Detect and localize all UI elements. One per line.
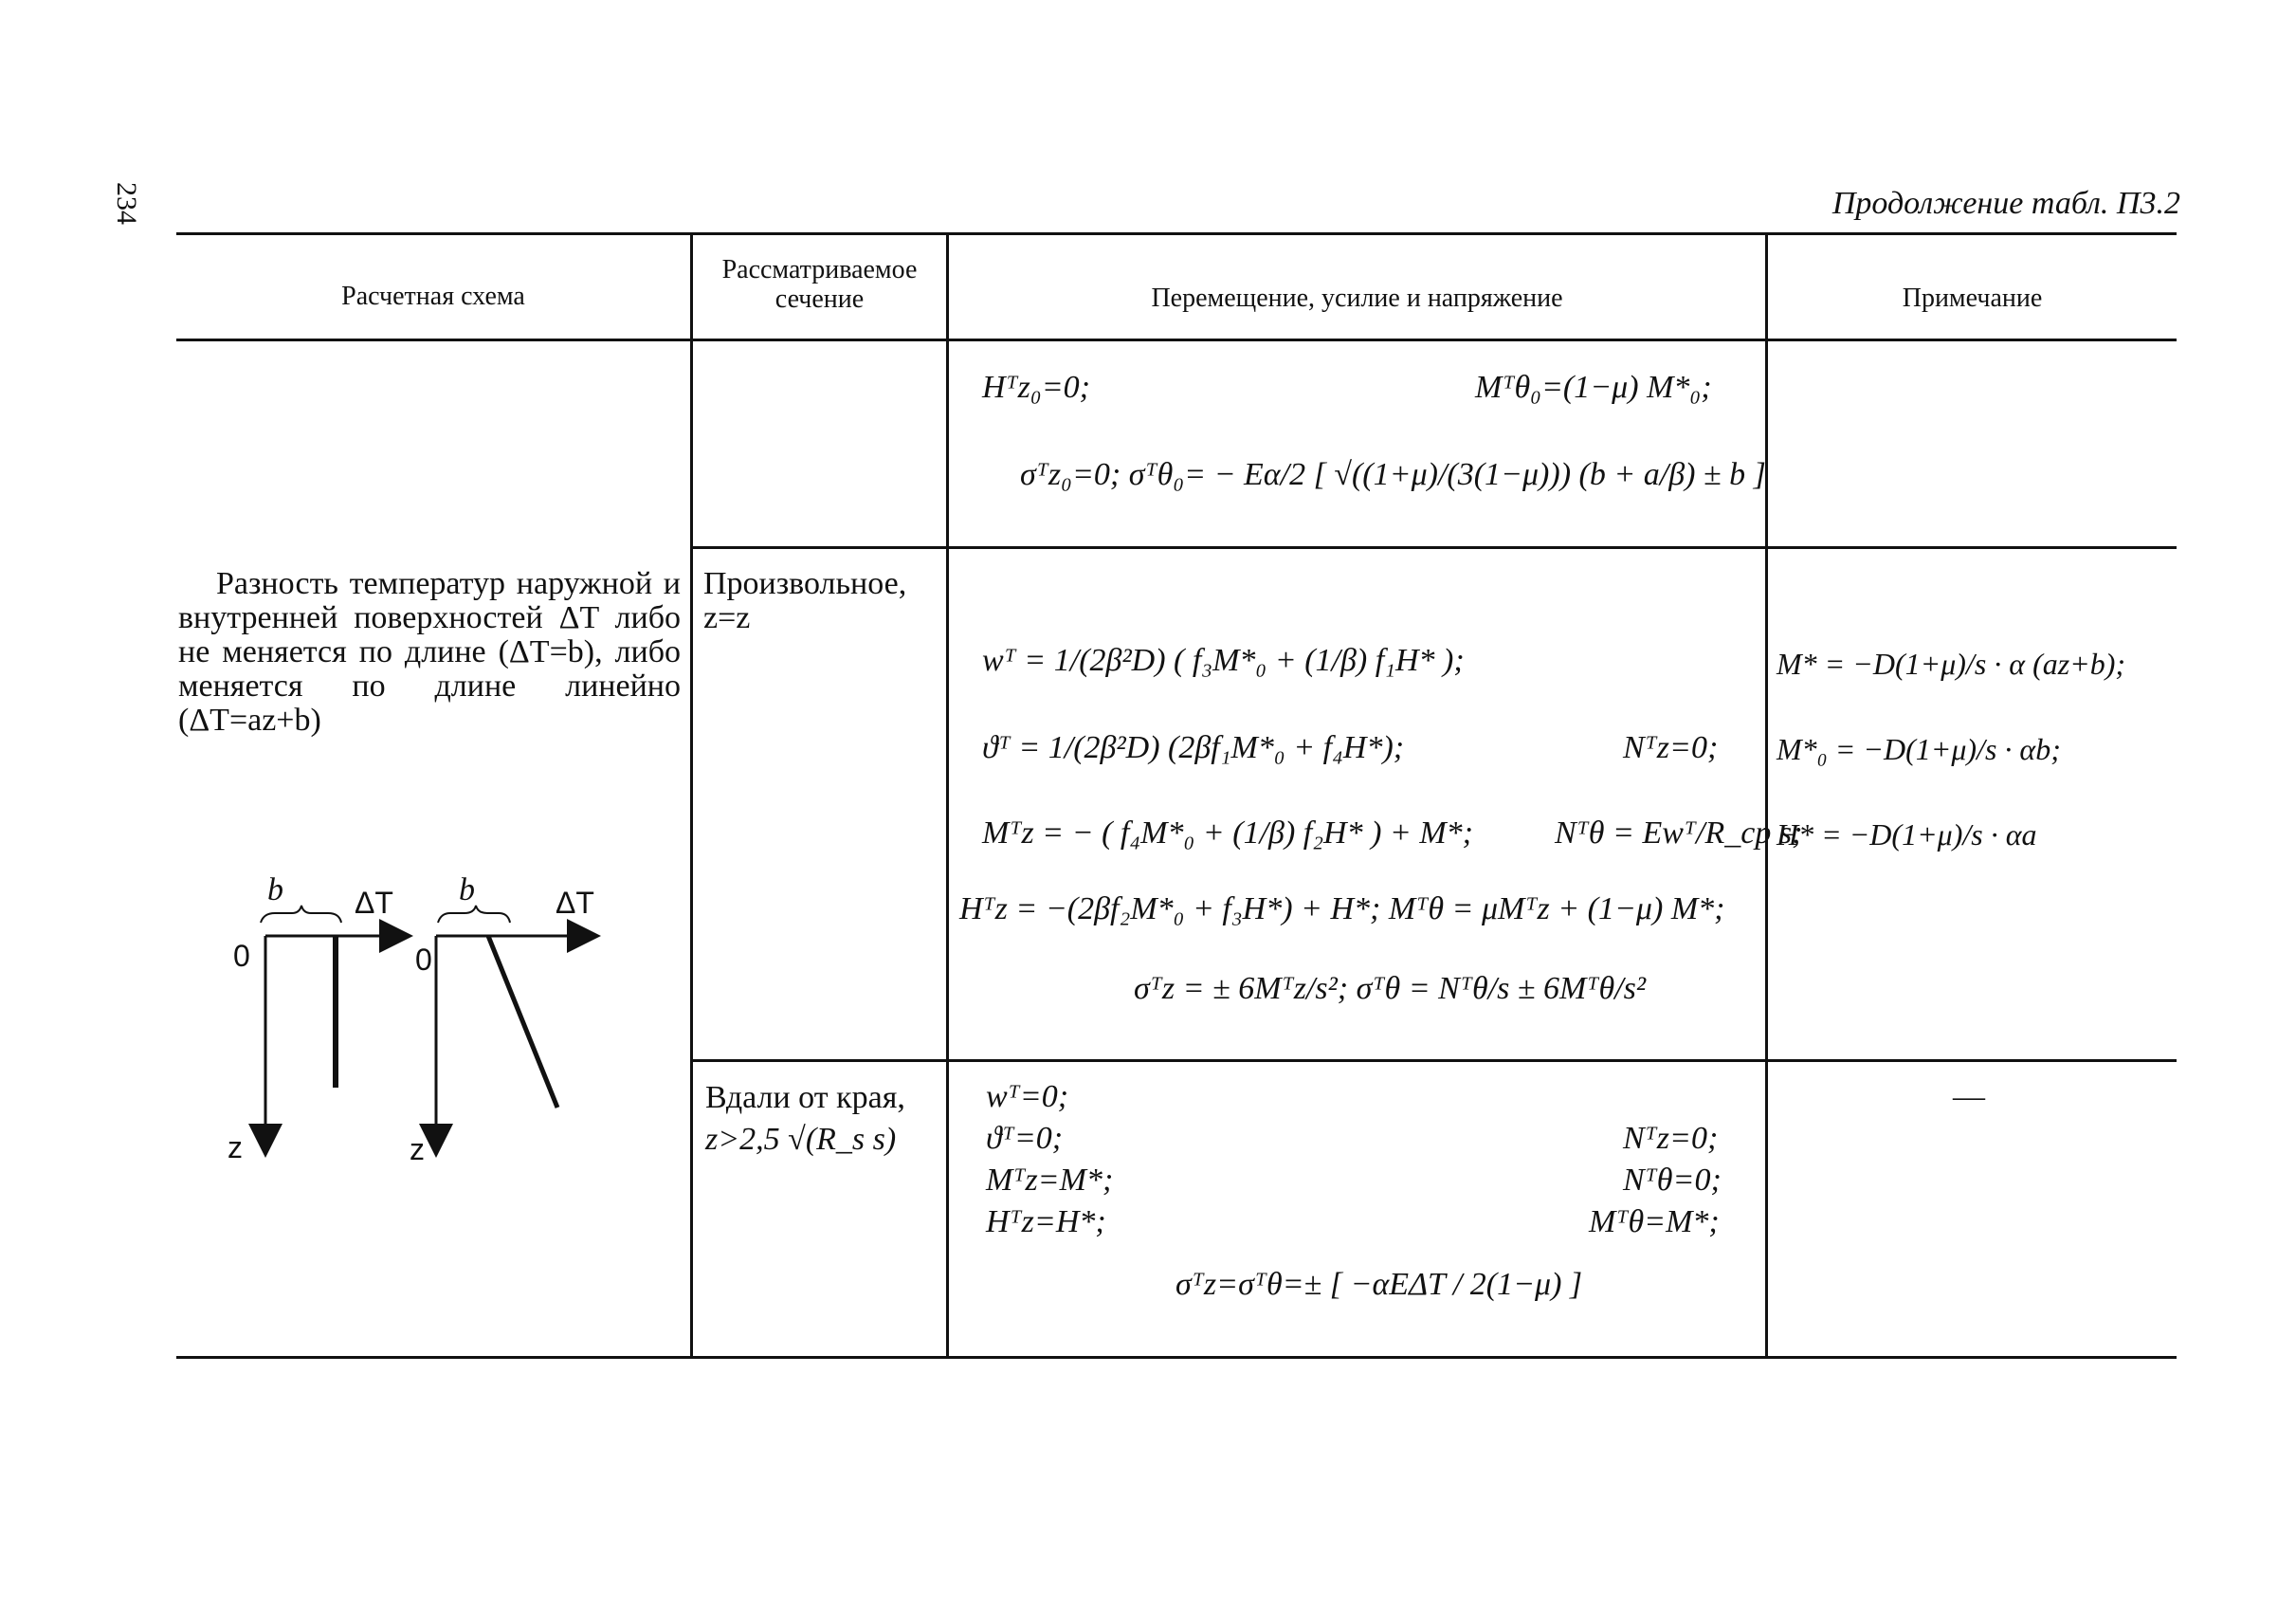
formula-far-m-z: Mᵀz=M*; (986, 1163, 1114, 1198)
col-divider-3 (1765, 232, 1768, 1359)
header-note: Примечание (1902, 284, 2043, 313)
note-m0-star: M*₀ = −D(1+μ)/s · αb; (1777, 732, 2061, 766)
formula-far-theta: ϑᵀ=0; (986, 1121, 1064, 1156)
label-origin-left: 0 (233, 939, 250, 973)
col-divider-2 (946, 232, 949, 1359)
col-divider-1 (690, 232, 693, 1359)
row-rule-1 (692, 546, 2177, 549)
formula-far-n-theta: Nᵀθ=0; (1623, 1163, 1722, 1198)
temperature-line-right (488, 936, 557, 1108)
table-bottom-rule (176, 1356, 2177, 1359)
continuation-caption: Продолжение табл. П3.2 (1831, 186, 2180, 221)
section-arbitrary: Произвольное, z=z (703, 566, 907, 635)
table-top-rule (176, 232, 2177, 235)
formula-h-z0: Hᵀz₀=0; (982, 370, 1091, 405)
formula-w: wᵀ = 1/(2β²D) ( f₃M*₀ + (1/β) f₁H* ); (982, 643, 1465, 678)
formula-far-w: wᵀ=0; (986, 1079, 1069, 1114)
formula-n-theta: Nᵀθ = Ewᵀ/R_ср s; (1555, 815, 1803, 851)
formula-n-z: Nᵀz=0; (1623, 730, 1719, 765)
label-z-right: z (410, 1132, 425, 1166)
label-z-left: z (228, 1130, 243, 1164)
scheme-description: Разность температур наружной и внутренней поверхностей ΔT либо не меняется по длине (ΔT=b), либо меняется по длине линейно (ΔT=az+b) (178, 566, 681, 738)
section-far-line1: Вдали от края, (705, 1080, 905, 1115)
header-quantities: Перемещение, усилие и напряжение (1151, 284, 1563, 313)
note-h-star: H* = −D(1+μ)/s · αa (1777, 817, 2037, 852)
formula-sigma-top: σᵀz₀=0; σᵀθ₀= − Eα/2 [ √((1+μ)/(3(1−μ))) (b + a/β) ± b ] (1020, 457, 1766, 492)
page-number: 234 (111, 182, 142, 225)
label-b-right: b (459, 872, 475, 907)
formula-far-sigma: σᵀz=σᵀθ=± [ −αEΔT / 2(1−μ) ] (1175, 1267, 1583, 1302)
formula-far-h-z: Hᵀz=H*; (986, 1204, 1106, 1239)
section-far-line2: z>2,5 √(R_s s) (705, 1122, 897, 1157)
formula-sigma-arbitrary: σᵀz = ± 6Mᵀz/s²; σᵀθ = Nᵀθ/s ± 6Mᵀθ/s² (1134, 971, 1647, 1006)
row-rule-2 (692, 1059, 2177, 1062)
note-far-dash: — (1953, 1079, 1985, 1114)
formula-theta: ϑᵀ = 1/(2β²D) (2βf₁M*₀ + f₄H*); (982, 730, 1405, 765)
header-scheme: Расчетная схема (341, 282, 525, 311)
formula-h-z-m-theta: Hᵀz = −(2βf₂M*₀ + f₃H*) + H*; Mᵀθ = μMᵀz + (1−μ) M*; (959, 891, 1725, 926)
formula-far-n-z: Nᵀz=0; (1623, 1121, 1719, 1156)
header-section-text: Рассматриваемое сечение (721, 255, 918, 314)
label-b-left: b (267, 872, 283, 907)
formula-far-m-theta: Mᵀθ=M*; (1589, 1204, 1720, 1239)
label-dt-left: ΔT (355, 886, 393, 920)
formula-m-theta0: Mᵀθ₀=(1−μ) M*₀; (1475, 370, 1712, 405)
note-m-star: M* = −D(1+μ)/s · α (az+b); (1777, 647, 2126, 681)
header-bottom-rule (176, 339, 2177, 341)
label-origin-right: 0 (415, 943, 432, 977)
header-section (693, 256, 946, 315)
formula-m-z: Mᵀz = − ( f₄M*₀ + (1/β) f₂H* ) + M*; (982, 815, 1474, 851)
label-dt-right: ΔT (556, 886, 594, 920)
